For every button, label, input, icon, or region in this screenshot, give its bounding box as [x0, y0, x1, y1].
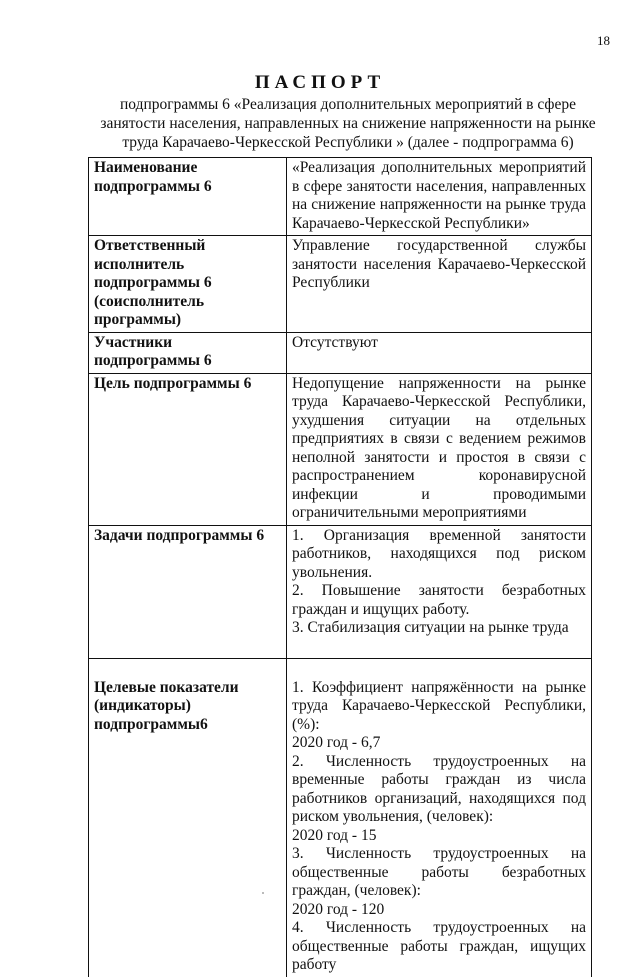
scan-speck [262, 892, 264, 894]
value-paragraph: 2020 год - 120 [292, 900, 385, 918]
passport-table [88, 157, 592, 977]
value-paragraph: 4. Численность трудоустроенных на общественные работы граждан, ищущих работу [292, 919, 586, 973]
table-row [89, 332, 592, 373]
row-value [287, 236, 592, 333]
row-label: Ответственный исполнитель подпрограммы 6 (соисполнитель программы) [89, 236, 287, 333]
value-paragraph: Отсутствуют [292, 333, 378, 351]
row-label: Наименование подпрограммы 6 [89, 158, 287, 236]
row-value [287, 658, 592, 977]
value-paragraph: 2020 год - 6,7 [292, 734, 381, 751]
row-label: Целевые показатели (индикаторы) подпрограммы6 [89, 658, 287, 977]
value-paragraph: «Реализация дополнительных мероприятий в сфере занятости населения, направленных на снижение напряженности на рынке труда Карачаево-Черкесской Республики» [292, 159, 586, 232]
value-paragraph: 2. Повышение занятости безработных граждан и ищущих работу. [292, 582, 586, 618]
table-row [89, 236, 592, 333]
row-label: Задачи подпрограммы 6 [89, 525, 287, 658]
value-paragraph: 3. Стабилизация ситуации на рынке труда [292, 619, 569, 636]
row-value [287, 525, 592, 658]
row-value [287, 373, 592, 525]
row-value [287, 332, 592, 373]
table-row [89, 373, 592, 525]
value-paragraph: 2. Численность трудоустроенных на временные работы граждан из числа работников организаций, находящихся под риском увольнения, (человек): [292, 752, 586, 825]
row-label: Участники подпрограммы 6 [89, 332, 287, 373]
document-title: ПАСПОРТ [254, 72, 386, 93]
value-paragraph: Управление государственной службы занятости населения Карачаево-Черкесской Республики [292, 237, 586, 291]
value-paragraph: 1. Коэффициент напряжённости на рынке труда Карачаево-Черкесской Республики, (%): [292, 678, 586, 733]
table-row [89, 658, 592, 977]
table-row [89, 158, 592, 236]
table-row [89, 525, 592, 658]
value-paragraph: 2020 год - 15 [292, 826, 377, 844]
page-number: 18 [597, 33, 610, 48]
value-paragraph: Недопущение напряженности на рынке труда Карачаево-Черкесской Республики, ухудшения ситуации на отдельных предприятиях в связи с ведением режимов неполной занятости и простоя в связи с распространением коронавирусной инфекции и проводимыми ограничительными мероприятиями [292, 374, 586, 521]
row-label: Цель подпрограммы 6 [89, 373, 287, 525]
row-value [287, 158, 592, 236]
document-subtitle: подпрограммы 6 «Реализация дополнительных мероприятий в сфере занятости населения, направленных на снижение напряженности на рынке труда Карачаево-Черкесской Республики » (далее - подпрограмма 6) [100, 96, 596, 151]
value-paragraph: 1. Организация временной занятости работников, находящихся под риском увольнения. [292, 526, 586, 581]
value-paragraph: 3. Численность трудоустроенных на общественные работы безработных граждан, (человек): [292, 845, 586, 899]
